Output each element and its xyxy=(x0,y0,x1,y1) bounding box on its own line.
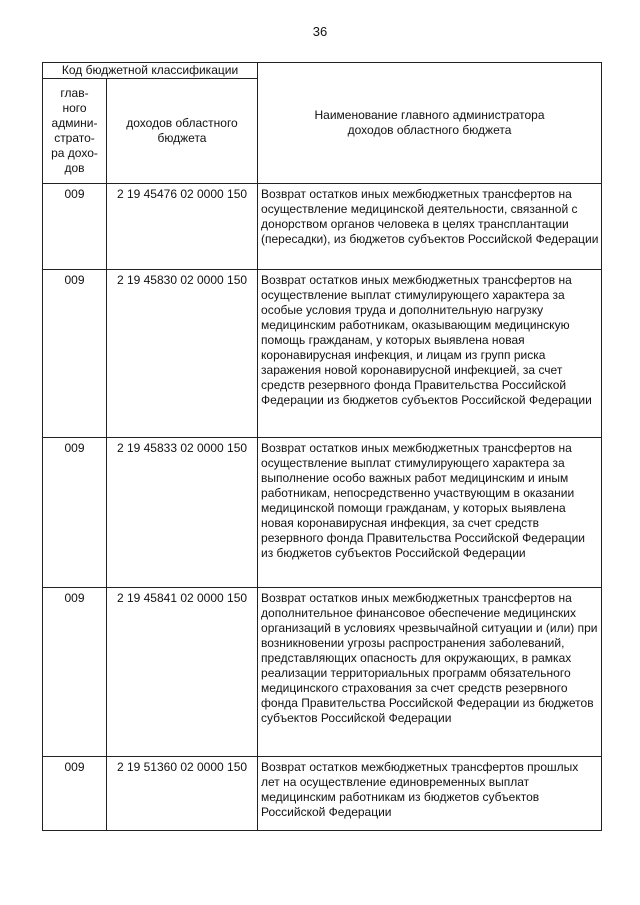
income-code-cell: 2 19 45841 02 0000 150 xyxy=(107,588,258,757)
chief-administrator-header-line-6: дов xyxy=(64,161,85,175)
admin-code-cell: 009 xyxy=(43,588,107,757)
regional-income-header-line-2: бюджета xyxy=(157,131,207,145)
administrator-name-header-line-2: доходов областного бюджета xyxy=(347,123,512,137)
regional-income-header-line-1: доходов областного xyxy=(126,116,238,130)
table-row xyxy=(43,757,602,831)
table-row xyxy=(43,184,602,270)
administrator-name-cell: Возврат остатков иных межбюджетных трансфертов на осуществление выплат стимулирующего характера за особые условия труда и дополнительную нагрузку медицинским работникам, оказывающим медицинскую помощь гражданам, у которых выявлена новая коронавирусная инфекция, и лицам из групп риска заражения новой коронавирусной инфекцией, за счет средств резервного фонда Правительства Российской Федерации из бюджетов субъектов Российской Федерации xyxy=(258,270,602,438)
income-code-cell: 2 19 51360 02 0000 150 xyxy=(107,757,258,831)
page-number: 36 xyxy=(312,24,328,39)
chief-administrator-header-line-4: страто- xyxy=(54,131,95,145)
income-code-cell: 2 19 45830 02 0000 150 xyxy=(107,270,258,438)
administrator-name-cell: Возврат остатков иных межбюджетных трансфертов на дополнительное финансовое обеспечение медицинских организаций в условиях чрезвычайной ситуации и (или) при возникновении угрозы распространения заболеваний, представляющих опасность для окружающих, в рамках реализации территориальных программ обязательного медицинского страхования за счет средств резервного фонда Правительства Российской Федерации из бюджетов субъектов Российской Федерации xyxy=(258,588,602,757)
table-row xyxy=(43,438,602,588)
income-code-cell: 2 19 45833 02 0000 150 xyxy=(107,438,258,588)
budget-classification-header: Код бюджетной классификации xyxy=(43,63,258,79)
admin-code-cell: 009 xyxy=(43,438,107,588)
admin-code-cell: 009 xyxy=(43,270,107,438)
administrator-name-cell: Возврат остатков межбюджетных трансфертов прошлых лет на осуществление единовременных выплат медицинским работникам из бюджетов субъектов Российской Федерации xyxy=(258,757,602,831)
regional-income-header xyxy=(107,79,258,184)
chief-administrator-header-line-3: админи- xyxy=(51,116,98,130)
income-code-cell: 2 19 45476 02 0000 150 xyxy=(107,184,258,270)
admin-code-cell: 009 xyxy=(43,757,107,831)
chief-administrator-header-line-1: глав- xyxy=(60,86,89,100)
admin-code-cell: 009 xyxy=(43,184,107,270)
chief-administrator-header-line-5: ра дохо- xyxy=(51,146,98,160)
budget-classification-table xyxy=(42,62,602,831)
chief-administrator-header xyxy=(43,79,107,184)
chief-administrator-header-line-2: ного xyxy=(62,101,87,115)
administrator-name-header-line-1: Наименование главного администратора xyxy=(314,108,545,122)
table-row xyxy=(43,588,602,757)
administrator-name-cell: Возврат остатков иных межбюджетных трансфертов на осуществление выплат стимулирующего характера за выполнение особо важных работ медицинским и иным работникам, непосредственно участвующим в оказании медицинской помощи гражданам, у которых выявлена новая коронавирусная инфекция, за счет средств резервного фонда Правительства Российской Федерации из бюджетов субъектов Российской Федерации xyxy=(258,438,602,588)
administrator-name-cell: Возврат остатков иных межбюджетных трансфертов на осуществление медицинской деятельности, связанной с донорством органов человека в целях трансплантации (пересадки), из бюджетов субъектов Российской Федерации xyxy=(258,184,602,270)
administrator-name-header xyxy=(258,63,602,184)
table-row xyxy=(43,270,602,438)
